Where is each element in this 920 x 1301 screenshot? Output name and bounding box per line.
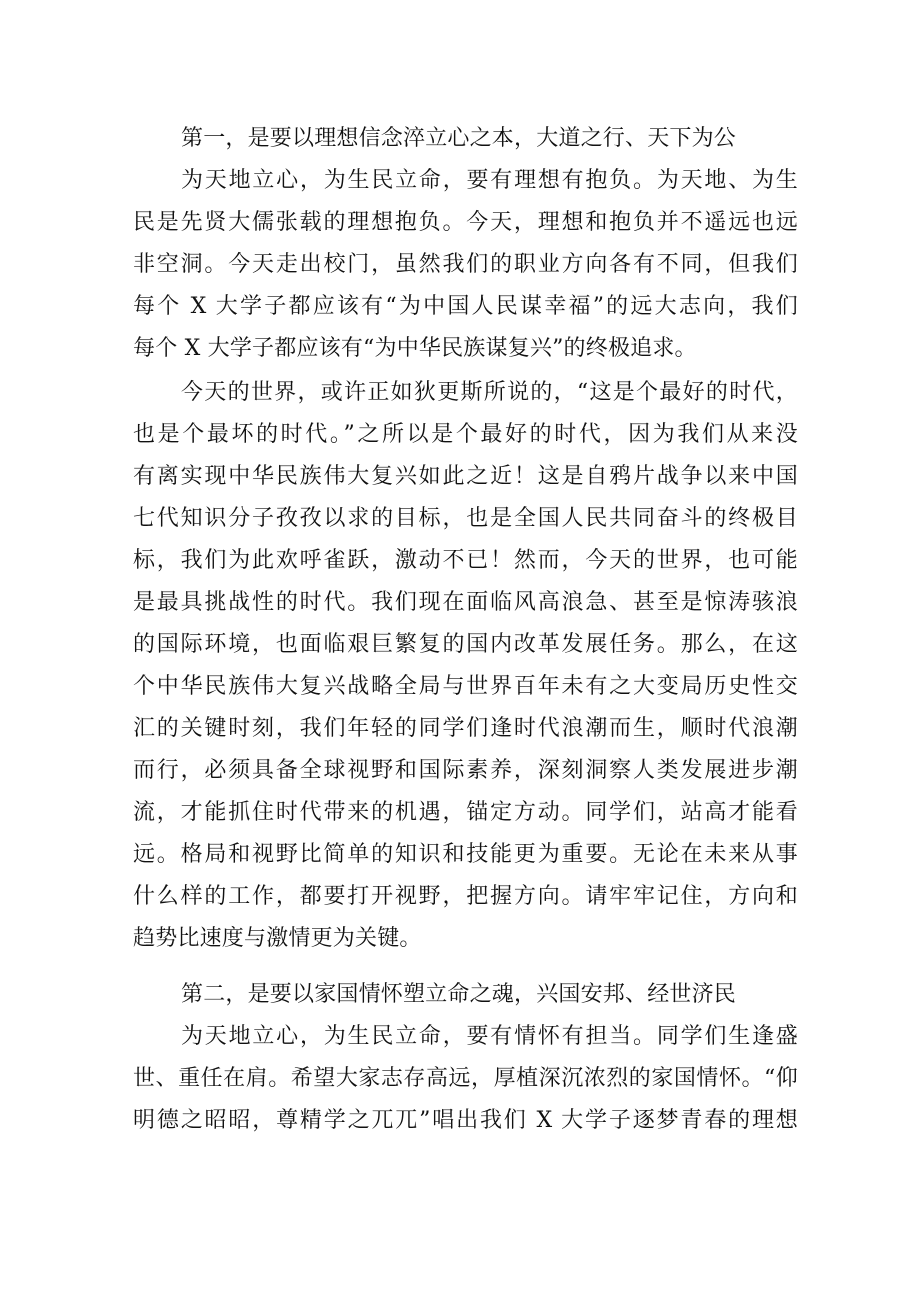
section-heading: 第二，是要以家国情怀塑立命之魂，兴国安邦、经世济民 [181,982,737,1007]
text-line: 趋势比速度与激情更为关键。 [133,926,422,951]
text-line: 民是先贤大儒张载的理想抱负。今天，理想和抱负并不遥远也远 [133,210,798,235]
text-line: 明德之昭昭，尊精学之兀兀”唱出我们 X 大学子逐梦青春的理想 [133,1108,798,1133]
text-line: 而行，必须具备全球视野和国际素养，深刻洞察人类发展进步潮 [133,758,798,783]
section-heading: 第一，是要以理想信念淬立心之本，大道之行、天下为公 [181,126,737,151]
text-line: 是最具挑战性的时代。我们现在面临风高浪急、甚至是惊涛骇浪 [133,590,798,615]
text-line: 非空洞。今天走出校门，虽然我们的职业方向各有不同，但我们 [133,252,798,277]
text-line: 七代知识分子孜孜以求的目标，也是全国人民共同奋斗的终极目 [133,506,798,531]
text-line: 也是个最坏的时代。”之所以是个最好的时代，因为我们从来没 [133,422,798,447]
paragraph [133,160,798,370]
text-line: 每个 X 大学子都应该有“为中国人民谋幸福”的远大志向，我们 [133,294,798,319]
text-line: 远。格局和视野比简单的知识和技能更为重要。无论在未来从事 [133,842,798,867]
text-line: 标，我们为此欢呼雀跃，激动不已！然而，今天的世界，也可能 [133,548,798,573]
document-body [133,118,798,1142]
text-line: 今天的世界，或许正如狄更斯所说的，“这是个最好的时代， [181,380,798,405]
paragraph [133,372,798,960]
text-line: 为天地立心，为生民立命，要有理想有抱负。为天地、为生 [181,168,798,193]
text-line: 个中华民族伟大复兴战略全局与世界百年未有之大变局历史性交 [133,674,798,699]
text-line: 世、重任在肩。希望大家志存高远，厚植深沉浓烈的家国情怀。“仰 [133,1066,798,1091]
text-line: 有离实现中华民族伟大复兴如此之近！这是自鸦片战争以来中国 [133,464,798,489]
text-line: 流，才能抓住时代带来的机遇，锚定方动。同学们，站高才能看 [133,800,798,825]
paragraph [133,1016,798,1142]
text-line: 为天地立心，为生民立命，要有情怀有担当。同学们生逢盛 [181,1024,798,1049]
text-line: 汇的关键时刻，我们年轻的同学们逢时代浪潮而生，顺时代浪潮 [133,716,798,741]
text-line: 每个 X 大学子都应该有“为中华民族谋复兴”的终极追求。 [133,336,697,361]
text-line: 什么样的工作，都要打开视野，把握方向。请牢牢记住，方向和 [133,884,798,909]
text-line: 的国际环境，也面临艰巨繁复的国内改革发展任务。那么，在这 [133,632,798,657]
